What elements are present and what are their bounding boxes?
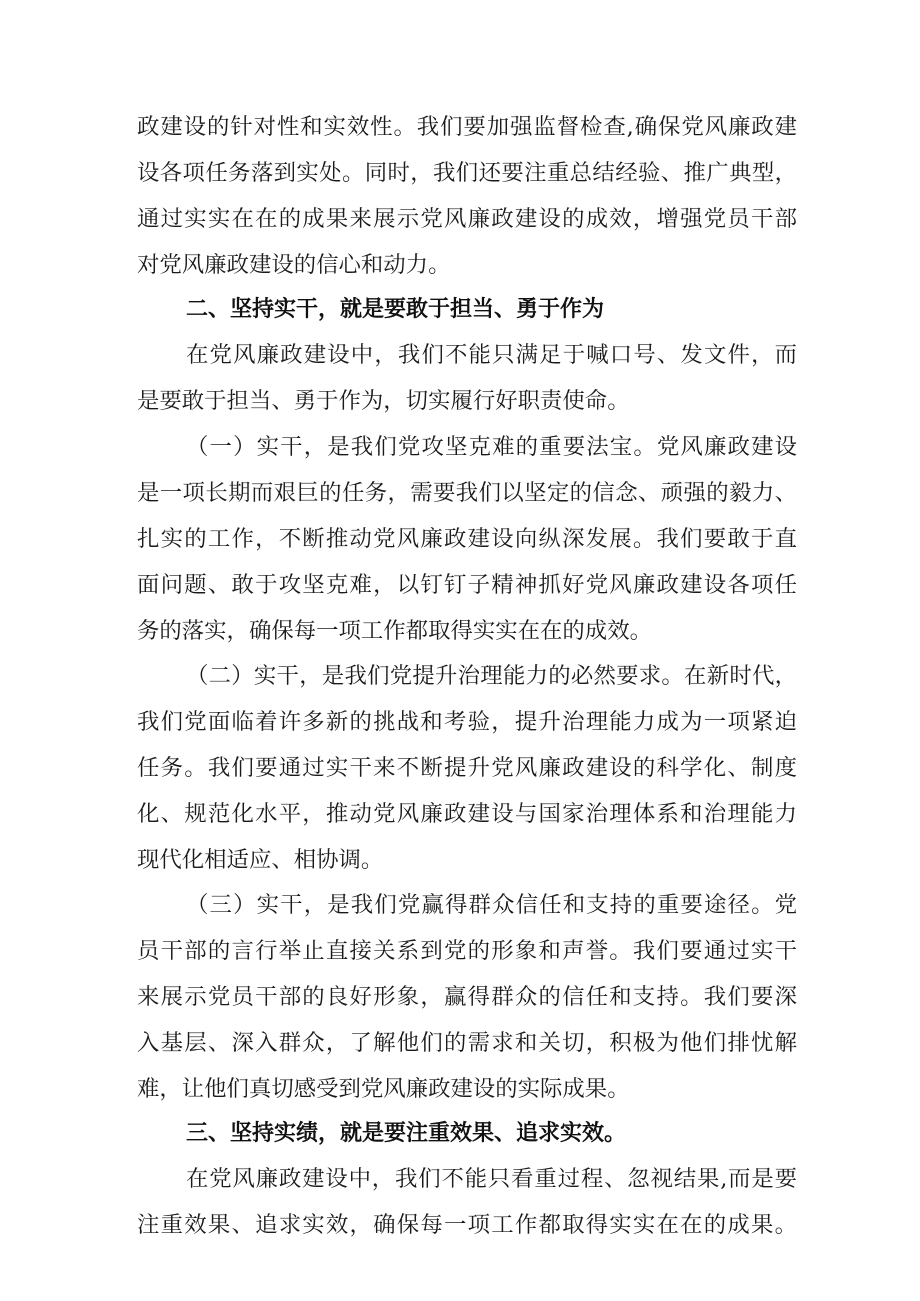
paragraph-line: 入基层、深入群众，了解他们的需求和关切，积极为他们排忧解 [137, 1030, 797, 1056]
section-heading: 三、坚持实绩，就是要注重效果、追求实效。 [186, 1121, 627, 1146]
paragraph-line: 通过实实在在的成果来展示党风廉政建设的成效，增强党员干部 [137, 206, 797, 232]
paragraph-line: 是要敢于担当、勇于作为，切实履行好职责使命。 [137, 388, 630, 414]
paragraph-line: 扎实的工作，不断推动党风廉政建设向纵深发展。我们要敢于直 [137, 526, 797, 552]
paragraph-line: （一）实干，是我们党攻坚克难的重要法宝。党风廉政建设 [186, 434, 797, 460]
paragraph-line: 务的落实，确保每一项工作都取得实实在在的成效。 [137, 618, 652, 644]
paragraph-line: 对党风廉政建设的信心和动力。 [137, 252, 451, 278]
paragraph-line: （三）实干，是我们党赢得群众信任和支持的重要途径。党 [186, 892, 797, 918]
paragraph-line: 是一项长期而艰巨的任务，需要我们以坚定的信念、顽强的毅力、 [137, 480, 797, 506]
paragraph-line: 来展示党员干部的良好形象，赢得群众的信任和支持。我们要深 [137, 984, 797, 1010]
paragraph-line: 注重效果、追求实效，确保每一项工作都取得实实在在的成果。 [137, 1212, 797, 1238]
paragraph-line: 我们党面临着许多新的挑战和考验，提升治理能力成为一项紧迫 [137, 709, 797, 735]
paragraph-line: 政建设的针对性和实效性。我们要加强监督检查,确保党风廉政建 [137, 114, 797, 140]
paragraph-line: 设各项任务落到实处。同时，我们还要注重总结经验、推广典型， [137, 160, 797, 186]
paragraph-line: 难，让他们真切感受到党风廉政建设的实际成果。 [137, 1076, 630, 1102]
paragraph-line: （二）实干，是我们党提升治理能力的必然要求。在新时代， [186, 663, 797, 689]
section-heading: 二、坚持实干，就是要敢于担当、勇于作为 [186, 297, 605, 322]
paragraph-line: 现代化相适应、相协调。 [137, 847, 384, 873]
paragraph-line: 面问题、敢于攻坚克难，以钉钉子精神抓好党风廉政建设各项任 [137, 572, 797, 598]
paragraph-line: 在党风廉政建设中，我们不能只看重过程、忽视结果,而是要 [186, 1166, 797, 1192]
paragraph-line: 化、规范化水平，推动党风廉政建设与国家治理体系和治理能力 [137, 801, 797, 827]
paragraph-line: 在党风廉政建设中，我们不能只满足于喊口号、发文件，而 [186, 342, 797, 368]
paragraph-line: 员干部的言行举止直接关系到党的形象和声誉。我们要通过实干 [137, 938, 797, 964]
paragraph-line: 任务。我们要通过实干来不断提升党风廉政建设的科学化、制度 [137, 755, 797, 781]
